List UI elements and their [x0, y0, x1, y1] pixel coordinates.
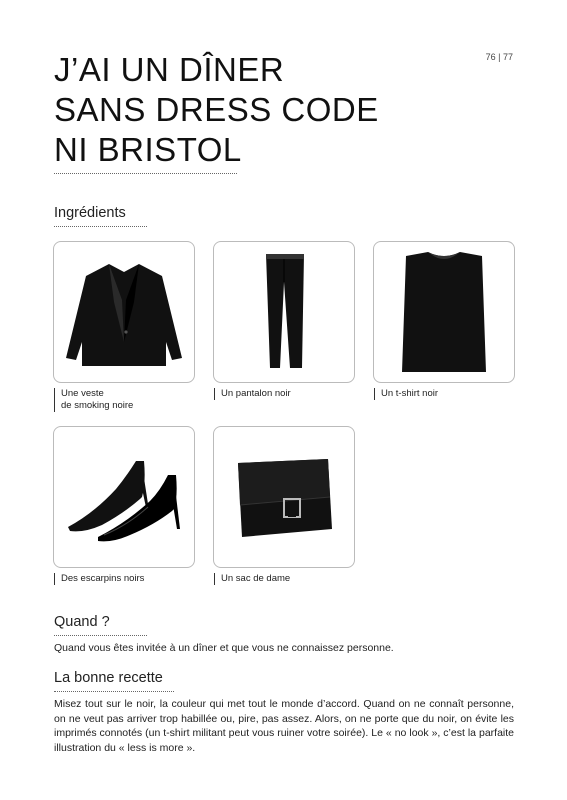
recipe-heading: La bonne recette: [54, 670, 163, 686]
trousers-icon: [214, 242, 354, 382]
when-text: Quand vous êtes invitée à un dîner et que vous ne connaissez personne.: [54, 642, 394, 654]
recipe-text: Misez tout sur le noir, la couleur qui met tout le monde d’accord. Quand on ne connaît personne, on ne veut pas arriver trop habillée ou, pire, pas assez. Alors, on ne porte que du noir, on évite les imprimés connotés (un t-shirt militant peut vous ruiner votre soirée). Le « no look », c’est la parfaite illustration du « less is more ».: [54, 698, 514, 754]
recipe-divider: [54, 691, 174, 692]
ingredient-card-jacket: [53, 241, 195, 383]
when-divider: [54, 635, 147, 636]
heels-icon: [54, 427, 194, 567]
title-line-1: J’AI UN DÎNER: [54, 51, 285, 88]
ingredients-divider: [54, 226, 147, 227]
ingredient-caption-jacket: Une veste de smoking noire: [54, 388, 133, 412]
ingredient-card-handbag: [213, 426, 355, 568]
ingredients-heading: Ingrédients: [54, 205, 126, 221]
ingredient-caption-tshirt: Un t-shirt noir: [374, 388, 438, 400]
handbag-icon: [214, 427, 354, 567]
when-heading: Quand ?: [54, 614, 110, 630]
ingredient-caption-handbag: Un sac de dame: [214, 573, 290, 585]
ingredient-card-tshirt: [373, 241, 515, 383]
jacket-icon: [54, 242, 194, 382]
page-title: [54, 50, 379, 170]
tshirt-icon: [374, 242, 514, 382]
ingredient-card-heels: [53, 426, 195, 568]
title-line-3: NI BRISTOL: [54, 131, 242, 168]
ingredient-caption-trousers: Un pantalon noir: [214, 388, 291, 400]
page-number: 76 | 77: [485, 52, 513, 62]
title-line-2: SANS DRESS CODE: [54, 91, 379, 128]
ingredient-caption-heels: Des escarpins noirs: [54, 573, 144, 585]
title-divider: [54, 173, 237, 174]
ingredient-card-trousers: [213, 241, 355, 383]
